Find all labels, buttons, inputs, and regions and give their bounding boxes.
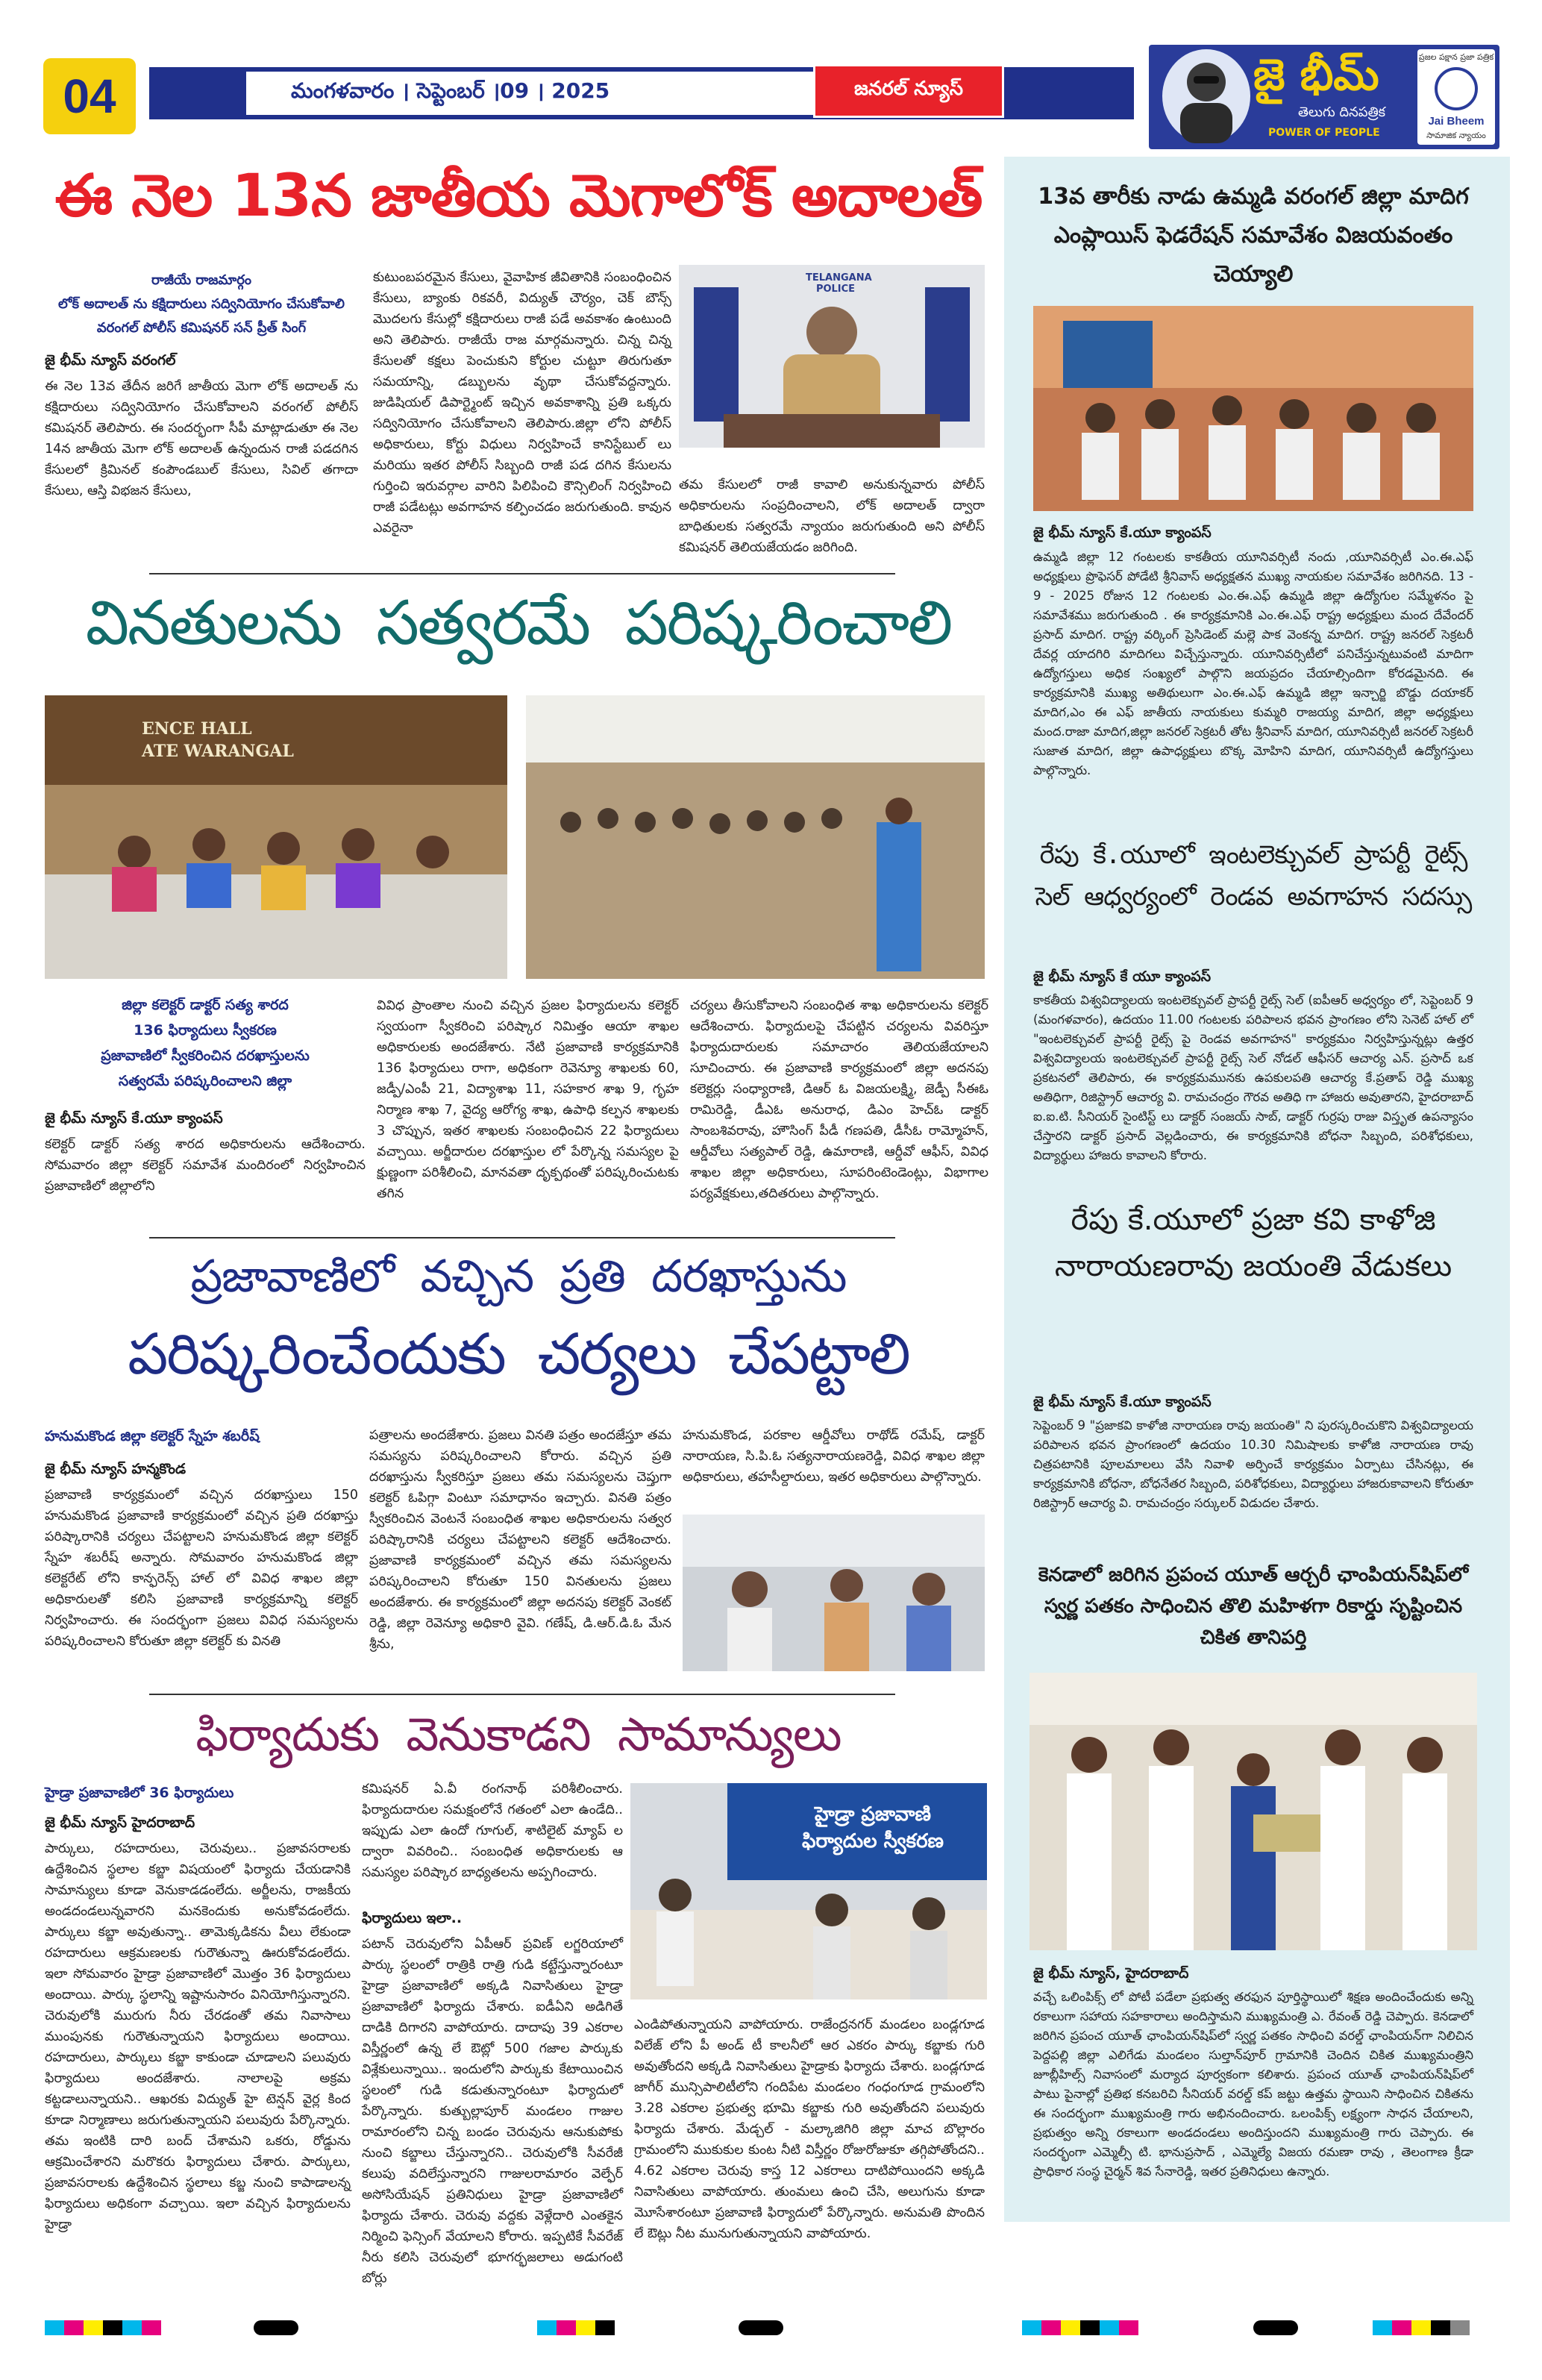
firyadu-col2b: పటాన్ చెరువులోని ఏపీఆర్ ప్రవిణ్ లగ్జరియాలో పార్కు స్థలంలో రాత్రికి రాత్రి గుడి కట్టేస్తున్నారంటూ హైడ్రా ప్రజావాణిలో అక్కడి నివాసితులు హైడ్రా ప్రజావాణిలో ఫిర్యాదు చేశారు. ఐడీఏని అడిగితే దాడికి దిగారని వాపోయారు. దాదాపు 39 ఎకరాల విస్తీర్ణంలో ఉన్న లే ఔట్లో 500 గజాల పార్కుకు విశ్లేకులున్నాయి.. ఇందులోని పార్కుకు కేటాయించిన స్థలంలో గుడి కడుతున్నారంటూ ఫిర్యాదులో పేర్కొన్నారు. కుత్బుల్లాపూర్ మండలం గాజుల రామారంలోని చిన్న బండం చెరువును ఆనుకుపోకు నుంచి కబ్జాలు చేస్తున్నారని.. చెరువులోకి సీవరేజీ కలుపు వదిలేస్తున్నారని గాజులరామారం వెల్ఫేర్ అసోసియేషన్ ప్రతినిధులు హైడ్రా ప్రజావాణిలో ఫిర్యాదు చేశారు. చెరువు వద్దకు వెళ్లేదారి ఎంతకైన నిర్మించి ఫెన్సింగ్ వేయాలని కోరారు. ఇప్పటికే సీవరేజ్ నీరు కలిసి చెరువులో భూగర్భజలాలు అడుగంటి బోర్లు: [362, 1937, 623, 2286]
divider: [149, 1237, 895, 1238]
firyadu-dateline: జై భీమ్ న్యూస్ హైదరాబాద్: [45, 1814, 195, 1831]
iprcell-dateline: జై భీమ్ న్యూస్ కే యూ క్యాంపస్: [1033, 968, 1212, 985]
archery-body: వచ్చే ఒలింపిక్స్ లో పోటీ పడేలా ప్రభుత్వ తరఫున పూర్తిస్థాయిలో శిక్షణ అందించేందుకు అన్ని రకాలుగా సహాయ సహకారాలు అందిస్తామని ముఖ్యమంత్రి ఎ. రేవంత్ రెడ్డి చెప్పారు. కెనడాలో జరిగిన ప్రపంచ యూత్ ఛాంపియన్‌షిప్‌లో స్వర్ణ పతకం సాధించి వరల్డ్ ఛాంపియన్‌గా నిలిచిన పెద్దపల్లి జిల్లా ఎలిగేడు మండలం సుల్తాన్‌పూర్ గ్రామానికి చెందిన చికిత ముఖ్యమంత్రిని జూబ్లీహిల్స్ నివాసంలో మర్యాద పూర్వకంగా కలిశారు. ప్రపంచ యూత్ ఛాంపియన్‌షిప్‌లో పాటు పైనాల్లో ప్రతిభ కనబరిచి సీనియర్ వరల్డ్ కప్ జట్టు ఉత్తమ స్థాయిని సాధించిన చికితను ఈ సందర్భంగా ముఖ్యమంత్రి గారు అభినందించారు. ఒలంపిక్స్ లక్ష్యంగా సాధన చేయాలని, ప్రభుత్వం అన్ని రకాలుగా అండదండలు అందిస్తుందని ముఖ్యమంత్రి గారు చెప్పారు. ఈ సందర్భంగా ఎమ్మెల్సీ టి. భానుప్రసాద్ , ఎమ్మెల్యే విజయ రమణా రావు , తెలంగాణ క్రీడా ప్రాధికార సంస్థ చైర్మన్ శివ సేనారెడ్డి, ఇతర ప్రతినిధులు ఉన్నారు.: [1033, 1990, 1473, 2179]
vinatulu-col1: కలెక్టర్ డాక్టర్ సత్య శారద అధికారులను ఆదేశించారు. సోమవారం జిల్లా కలెక్టర్ సమావేశ మందిరంలో నిర్వహించిన ప్రజావాణిలో జిల్లాలోని: [45, 1137, 366, 1194]
prajavani-headline-line2: పరిష్కరించేందుకు చర్యలు చేపట్టాలి: [128, 1321, 909, 1387]
hydraa-photo: [630, 1783, 987, 1999]
hall-sign-text: ENCE HALL ATE WARANGAL: [142, 719, 294, 761]
firyadu-headline: ఫిర్యాదుకు వెనుకాడని సామాన్యులు: [195, 1707, 841, 1761]
brand-name: Jai Bheem: [1428, 114, 1485, 128]
archery-headline: కెనడాలో జరిగిన ప్రపంచ యూత్ ఆర్చరీ ఛాంపియన్‌షిప్‌లో స్వర్ణ పతకం సాధించిన తొలి మహిళగా రికార్డు సృష్టించిన చికిత తానిపర్తి: [1038, 1564, 1469, 1649]
brand-box: [1417, 49, 1495, 145]
brand-bottom-text: సామాజిక న్యాయం: [1426, 130, 1486, 140]
hydraa-banner-text: హైడ్రా ప్రజావాణి ఫిర్యాదుల స్వీకరణ: [802, 1803, 944, 1853]
vinatulu-byline: జిల్లా కలెక్టర్ డాక్టర్ సత్య శారద 136 ఫిర్యాదులు స్వీకరణ ప్రజావాణిలో స్వీకరించిన దరఖాస్తులను సత్వరమే పరిష్కరించాలని జిల్లా: [101, 997, 310, 1089]
archery-dateline: జై భీమ్ న్యూస్, హైదరాబాద్: [1033, 1965, 1189, 1982]
lokadalat-headline: ఈ నెల 13న జాతీయ మెగాలోక్ అదాలత్: [54, 163, 982, 230]
iprcell-headline: రేపు కే.యూలో ఇంటలెక్చువల్ ప్రాపర్టీ రైట్స్ సెల్ ఆధ్వర్యంలో రెండవ అవగాహన సదస్సు: [1035, 840, 1472, 912]
prajavani-byline: హనుమకొండ జిల్లా కలెక్టర్ స్నేహ శబరీష్: [45, 1428, 260, 1444]
firyadu-byline: హైడ్రా ప్రజావాణిలో 36 ఫిర్యాదులు: [45, 1785, 234, 1801]
prajavani-col1: ప్రజావాణి కార్యక్రమంలో వచ్చిన దరఖాస్తులు 150 హనుమకొండ ప్రజావాణి కార్యక్రమంలో వచ్చిన ప్రతి దరఖాస్తు పరిష్కారానికి చర్యలు చేపట్టాలని హనుమకొండ జిల్లా కలెక్టర్ స్నేహ శబరీష్ అన్నారు. సోమవారం హనుమకొండ జిల్లా కలెక్టరేట్ లోని కాన్ఫరెన్స్ హాల్ లో వివిధ శాఖల జిల్లా అధికారులతో కలిసి ప్రజావాణి కార్యక్రమాన్ని కలెక్టర్ నిర్వహించారు. ఈ సందర్భంగా ప్రజలు వివిధ సమస్యలను పరిష్కరించాలని కోరుతూ జిల్లా కలెక్టర్ కు వినతి: [45, 1488, 358, 1649]
madiga-meeting-photo: [1033, 306, 1473, 511]
collector-meeting-photo-2: [526, 695, 985, 979]
page-number: 04: [43, 58, 136, 134]
paper-name: జై భీమ్: [1253, 49, 1379, 100]
iprcell-body: కాకతీయ విశ్వవిద్యాలయ ఇంటలెక్చువల్ ప్రాపర్టీ రైట్స్ సెల్ (ఐపీఆర్ అధ్వర్యం లో, సెప్టెంబర్ 9 (మంగళవారం), ఉదయం 11.00 గంటలకు పరిపాలన భవన ప్రాంగణం లోని సెనెట్ హాల్ లో "ఇంటలెక్చువల్ ప్రాపర్టీ రైట్స్ పై రెండవ అవగాహన" కార్యక్రమం నిర్వహిస్తున్నట్లు ఉత్తర విశ్వవిద్యాలయ ఇంటలెక్చువల్ ప్రాపర్టీ రైట్స్ సెల్ నోడల్ ఆఫీసర్ ఆచార్య ఎన్. ప్రసాద్ ఒక ప్రకటనలో తెలిపారు, ఈ కార్యక్రమమునకు ఉపకులపతి ఆచార్య కే.ప్రతాప్ రెడ్డి ముఖ్య అతిధిగా, రిజిస్ట్రార్ ఆచార్య వి. రామచంద్రం గౌరవ అతిధి గా హాజరు అవుతారని, హైదరాబాద్ ఐ.ఐ.టి. సీనియర్ సైంటిస్ట్ లు డాక్టర్ సంజయ్ సాబ్, డాక్టర్ గుర్రపు రాజు విస్తృత ఉపన్యాసం చేస్తారని డాక్టర్ ప్రసాద్ వెల్లడించారు, ఈ కార్యక్రమానికి బోధనా సిబ్బంది, పరిశోధకులు, విద్యార్థులు హాజరు కావాలని కోరారు.: [1033, 993, 1473, 1162]
issue-date: మంగళవారం । సెప్టెంబర్ ।09 । 2025: [246, 72, 813, 115]
section-label: జనరల్ న్యూస్: [813, 64, 1004, 118]
firyadu-col2: కమిషనర్ ఏ.వీ రంగనాథ్ పరిశీలించారు. ఫిర్యాదుదారుల సమక్షంలోనే గతంలో ఎలా ఉండేది.. ఇప్పుడు ఎలా ఉందో గూగుల్, శాటిలైట్ మ్యాప్ ల ద్వారా వివరించి.. సంబంధిత అధికారులకు ఆ సమస్యల పరిష్కార బాధ్యతలను అప్పగించారు.: [362, 1782, 623, 1880]
lokadalat-col2: కుటుంబపరమైన కేసులు, వైవాహిక జీవితానికి సంబంధించిన కేసులు, బ్యాంకు రికవరీ, విద్యుత్ చౌర్యం, చెక్ బౌన్స్ మొదలగు కేసుల్లో కక్షిదారులు రాజీ పడే అవకాశం ఉంటుంది అని తెలిపారు. రాజీయే రాజ మార్గమన్నారు. చిన్న చిన్న కేసులతో కక్షలు పెంచుకుని కోర్టుల చుట్టూ తిరుగుతూ సమయాన్ని, డబ్బులను వృథా చేసుకోవద్దన్నారు. జుడిషియల్ డిపార్ట్మెంట్ ఇచ్చిన అవకాశాన్ని ప్రతి ఒక్కరు సద్వినియోగం చేసుకోవాలని తెలిపారు.జిల్లా లోని పోలీస్ అధికారులు, కోర్టు విధులు నిర్వహించే కానిస్టేబుల్ లు మరియు ఇతర పోలీస్ సిబ్బంది రాజీ పడ దగిన కేసులను గుర్తించి ఇరువర్గాల వారిని పిలిపించి కౌన్సిలింగ్ నిర్వహించి రాజీ పడేటట్లు అవగాహన కల్పించడం జరుగుతుంది. కావున ఎవరైనా: [373, 270, 671, 536]
firyadu-col1: పార్కులు, రహదారులు, చెరువులు.. ప్రజావసరాలకు ఉద్దేశించిన స్థలాల కబ్జా విషయంలో ఫిర్యాదు చేయడానికి సామాన్యులు కూడా వెనుకాడడంలేదు. అర్జీలను, రాజకీయ అండదండలున్నవారని మనకెందుకు అనుకోవడంలేదు. పార్కులు కబ్జా అవుతున్నా.. తామెక్కడికను వీలు లేకుండా రహదారులు ఆక్రమణలకు గురౌతున్నా ఊరుకోవడంలేదు. ఇలా సోమవారం హైడ్రా ప్రజావాణిలో మొత్తం 36 ఫిర్యాదులు అందాయి. పార్కు స్థలాన్ని ఇష్టానుసారం వినియోగిస్తున్నారని. చెరువులోకి మురుగు నీరు చేరడంతో తమ నివాసాలు ముంపునకు గురౌతున్నాయని ఫిర్యాదులు అందాయి. రహదారులు, పార్కులు కబ్జా కాకుండా చూడాలని పలువురు ఫిర్యాదులు అందజేశారు. నాలాలపై అక్రమ కట్టడాలున్నాయని.. ఆఖరకు విద్యుత్ హై టెన్షన్ వైర్ల కింద కూడా నిర్మాణాలు జరుగుతున్నాయని పలువురు పేర్కొన్నారు. తమ ఇంటికి దారి బంద్ చేశామని ఒకరు, రోడ్డును ఆక్రమించేశారని మరొకరు ఫిర్యాదులు చేశారు. పార్కులు, ప్రజావసరాలకు ఉద్దేశించిన స్థలాలు కబ్జ నుంచి కాపాడాలన్న ఫిర్యాదులు అధికంగా వచ్చాయి. ఇలా వచ్చిన ఫిర్యాదులను హైడ్రా: [45, 1841, 351, 2232]
madiga-dateline: జై భీమ్ న్యూస్ కే.యూ క్యాంపస్: [1033, 524, 1212, 541]
prajavani-dateline: జై భీమ్ న్యూస్ హన్మకొండ: [45, 1461, 187, 1477]
kaloji-headline: రేపు కే.యూలో ప్రజా కవి కాళోజి నారాయణరావు జయంతి వేడుకలు: [1054, 1203, 1452, 1283]
archery-photo: [1029, 1673, 1477, 1950]
brand-logo-icon: [1435, 67, 1478, 110]
vinatulu-col3: చర్యలు తీసుకోవాలని సంబంధిత శాఖ అధికారులను కలెక్టర్ ఆదేశించారు. ఫిర్యాదులపై చేపట్టిన చర్యలను వివరిస్తూ ఫిర్యాదుదారులకు సమాచారం తెలియజేయాలని సూచించారు. ఈ ప్రజావాణి కార్యక్రమంలో జిల్లా అదనపు కలెక్టర్లు సంధ్యారాణి, డిఆర్ ఓ విజయలక్ష్మి, జెడ్పీ సీఈఓ రామిరెడ్డి, డీఎఓ అనురాధ, డిఎం హెచ్ఓ డాక్టర్ సాంబశివరావు, హౌసింగ్ పీడీ గణపతి, డీసీఓ రామ్మోహన్, ఆర్డీవోలు సత్యపాల్ రెడ్డి, ఉమారాణి, ఆర్డీవో ఆఫీస్, వివిధ శాఖల జిల్లా అధికారులు, సూపరింటెండెంట్లు, విభాగాల పర్యవేక్షకులు,తదితరులు పాల్గొన్నారు.: [690, 998, 988, 1201]
registration-mark: [739, 2320, 783, 2335]
color-bar-right: [1022, 2320, 1138, 2335]
color-bar-left: [45, 2320, 161, 2335]
divider: [149, 573, 895, 574]
prajavani-headline-line1: ప్రజావాణిలో వచ్చిన ప్రతి దరఖాస్తును: [190, 1250, 847, 1303]
registration-mark: [1253, 2320, 1298, 2335]
lokadalat-col1: ఈ నెల 13వ తేదీన జరిగే జాతీయ మెగా లోక్ అదాలత్ ను కక్షిదారులు సద్వినియోగం చేసుకోవాలని వరంగల్ పోలీస్ కమిషనర్ తెలిపారు. ఈ సందర్భంగా సీపీ మాట్లాడుతూ ఈ నెల 14న జాతీయ మెగా లోక్ అదాలత్ ఉన్నందున రాజీ పడదగిన కేసులలో క్రిమినల్ కంపౌండబుల్ కేసులు, సివిల్ తగాదా కేసులు, ఆస్తి విభజన కేసులు,: [45, 379, 358, 498]
lokadalat-dateline: జై భీమ్ న్యూస్ వరంగల్: [45, 352, 176, 369]
lokadalat-byline: రాజీయే రాజమార్గం లోక్ అదాలత్ ను కక్షిదారులు సద్వినియోగం చేసుకోవాలి వరంగల్ పోలీస్ కమిషనర్ సన్ ప్రీత్ సింగ్: [58, 272, 345, 336]
paper-tagline: POWER OF PEOPLE: [1268, 127, 1380, 139]
paper-subtitle: తెలుగు దినపత్రిక: [1298, 104, 1386, 120]
prajavani-col2: పత్రాలను అందజేశారు. ప్రజలు వినతి పత్రం అందజేస్తూ తమ సమస్యను పరిష్కరించాలని కోరారు. వచ్చిన ప్రతి దరఖాస్తును స్వీకరిస్తూ ప్రజలు తమ సమస్యలను చెప్తుగా కలెక్టర్ ఓపిగ్గా వింటూ సమాధానం ఇచ్చారు. వినతి పత్రం స్వీకరించిన వెంటనే సంబంధిత శాఖల అధికారులను సత్వర పరిష్కారానికి చర్యలు చేపట్టాలని కలెక్టర్ ఆదేశించారు. ప్రజావాణి కార్యక్రమంలో వచ్చిన తమ సమస్యలను పరిష్కరించాలని కోరుతూ 150 వినతులను ప్రజలు అందజేశారు. ఈ కార్యక్రమంలో జిల్లా అదనపు కలెక్టర్ వెంకట్ రెడ్డి, జిల్లా రెవెన్యూ అధికారి వైవి. గణేష్, డి.ఆర్.డి.ఓ మేన శ్రీను,: [369, 1428, 671, 1652]
brand-top-text: ప్రజల పక్షాన ప్రజా పత్రిక: [1418, 51, 1494, 62]
kaloji-dateline: జై భీమ్ న్యూస్ కే.యూ క్యాంపస్: [1033, 1394, 1212, 1410]
color-bar-far-right: [1373, 2320, 1470, 2335]
ambedkar-portrait-icon: [1162, 49, 1250, 143]
registration-mark: [254, 2320, 298, 2335]
vinatulu-headline: వినతులను సత్వరమే పరిష్కరించాలి: [85, 588, 952, 659]
color-bar-mid: [537, 2320, 615, 2335]
madiga-headline: 13వ తారీకు నాడు ఉమ్మడి వరంగల్ జిల్లా మాదిగ ఎంప్లాయిస్ ఫెడరేషన్ సమావేశం విజయవంతం చెయ్యాలి: [1038, 184, 1469, 287]
vinatulu-dateline: జై భీమ్ న్యూస్ కే.యూ క్యాంపస్: [45, 1110, 223, 1127]
police-badge-text: TELANGANA POLICE: [806, 272, 872, 295]
prajavani-col3: హనుమకొండ, పరకాల ఆర్డీవోలు రాథోడ్ రమేష్, డాక్టర్ నారాయణ, సి.పి.ఓ సత్యనారాయణరెడ్డి, వివిధ శాఖల జిల్లా అధికారులు, తహసీల్దారులు, ఇతర అధికారులు పాల్గొన్నారు.: [683, 1428, 985, 1485]
vinatulu-col2: వివిధ ప్రాంతాల నుంచి వచ్చిన ప్రజల ఫిర్యాదులను కలెక్టర్ స్వయంగా స్వీకరించి పరిష్కార నిమిత్తం ఆయా శాఖల అధికారులకు అందజేశారు. నేటి ప్రజావాణి కార్యక్రమానికి 136 ఫిర్యాదులు రాగా, అధికంగా రెవెన్యూ శాఖలకు 60, జడ్పీ/ఎంపీ 21, విద్యాశాఖ 11, సహకార శాఖ 9, గృహ నిర్మాణ శాఖ 7, వైద్య ఆరోగ్య శాఖ, ఉపాధి కల్పన శాఖలకు 3 చొప్పున, ఇతర శాఖలకు సంబంధించిన 22 ఫిర్యాదులు వచ్చాయి. అర్జీదారుల దరఖాస్తుల లో పేర్కొన్న సమస్యల పై క్షుణ్ణంగా పరిశీలించి, మానవతా దృక్పథంతో పరిష్కరించుటకు తగిన: [377, 998, 679, 1201]
prajavani-photo: [683, 1515, 985, 1671]
police-commissioner-photo: [679, 265, 985, 448]
divider: [149, 1694, 895, 1695]
lokadalat-col3: తమ కేసులలో రాజీ కావాలి అనుకున్నవారు పోలీస్ అధికారులను సంప్రదించాలని, లోక్ అదాలత్ ద్వారా బాధితులకు సత్వరమే న్యాయం జరుగుతుంది అని పోలీస్ కమిషనర్ తెలియజేయడం జరిగింది.: [679, 477, 985, 555]
collector-meeting-photo-1: [45, 695, 507, 979]
firyadu-subhead: ఫిర్యాదులు ఇలా..: [362, 1910, 463, 1926]
kaloji-body: సెప్టెంబర్ 9 "ప్రజాకవి కాళోజి నారాయణ రావు జయంతి" ని పురస్కరించుకొని విశ్వవిద్యాలయ పరిపాలన భవన ప్రాంగణంలో ఉదయం 10.30 నిమిషాలకు కాళోజి నారాయణ రావు చిత్రపటానికి పూలమాలలు వేసి నివాళి అర్పించే కార్యక్రమం ఏర్పాటు చేసినట్లు, ఈ కార్యక్రమానికి బోధనా, బోధనేతర సిబ్బంది, పరిశోధకులు, విద్యార్థులు హాజరుకావాలని కోరుతూ రిజిస్ట్రార్ ఆచార్య వి. రామచంద్రం సర్కులర్ విడుదల చేశారు.: [1033, 1418, 1473, 1510]
firyadu-col3: ఎండిపోతున్నాయని వాపోయారు. రాజేంద్రనగర్ మండలం బండ్లగూడ విలేజ్ లోని పీ అండ్ టీ కాలనీలో ఆర ఎకరం పార్కు కబ్జాకు గురి అవుతోందని అక్కడి నివాసితులు హైడ్రాకు ఫిర్యాదు చేశారు. బండ్లగూడ జాగీర్ మున్సిపాలిటీలోని గందిపేట మండలం గంధంగూడ గ్రామంలోని 3.28 ఎకరాల ప్రభుత్వ భూమి కబ్జాకు గురి అవుతోందని పలువురు ఫిర్యాదు చేశారు. మేడ్చల్ - మల్కాజిగిరి జిల్లా మాచ బొల్లారం గ్రామంలోని ముకుకుల కుంట నీటి విస్తీర్ణం రోజురోజుకూ తగ్గిపోతోందని.. 4.62 ఎకరాల చెరువు కాస్త 12 ఎకరాలు దాటిపోయిందని అక్కడి నివాసితులు వాపోయారు. తుంమలు ఉంచి చేసి, అలుగును కూడా మెూసేశారంటూ ప్రజావాణి ఫిర్యాదులో పేర్కొన్నారు. అనుమతి పొందిన లే ఔట్లు నీట మునుగుతున్నాయని వాపోయారు.: [634, 2017, 985, 2241]
madiga-body: ఉమ్మడి జిల్లా 12 గంటలకు కాకతీయ యూనివర్సిటీ నందు ,యూనివర్సిటీ ఎం.ఈ.ఎఫ్ అధ్యక్షులు ప్రొఫెసర్ పోడేటి శ్రీనివాస్ అధ్యక్షతన ముఖ్య నాయకుల సమావేశం జరిగినది. 13 - 9 - 2025 రోజున 12 గంటలకు ఎం.ఈ.ఎఫ్ ఉమ్మడి జిల్లా ఉద్యోగుల సమ్మేళనం పై సమావేశము జరుగుతుంది . ఈ కార్యక్రమానికి ఎం.ఈ.ఎఫ్ రాష్ట్ర అధ్యక్షులు మంద దేవేందర్ ప్రసాద్ మాదిగ. రాష్ట్ర వర్కింగ్ ప్రెసిడెంట్ మల్లె పాక వెంకన్న మాదిగ. రాష్ట్ర జనరల్ సెక్రటరీ దేవర్ల యాదగిరి మాదిగలు విచ్చేస్తున్నారు. యూనివర్సిటీలో పనిచేస్తున్నటువంటి మాదిగా ఉద్యోగస్తులు అధిక సంఖ్యలో పాల్గొని జయప్రదం చేయాల్సిందిగా కోరడమైనది. ఈ కార్యక్రమానికి ముఖ్య అతిథులుగా ఎం.ఈ.ఎఫ్ ఉమ్మడి జిల్లా ఇన్చార్జి బొడ్డు దయాకర్ మాదిగ,ఎం ఈ ఎఫ్ జాతీయ నాయకులు కుమ్మరి రాజయ్య మాదిగ, జిల్లా అధ్యక్షులు మంద.రాజా మాదిగ,జిల్లా జనరల్ సెక్రటరీ తోట శ్రీనివాస్ మాదిగ, యూనివర్సిటీ జనరల్ సెక్రటరీ సుజాత మాదిగ, జిల్లా ఉపాధ్యక్షులు బొక్క మోహిని మాదిగ, యూనివర్సిటీ ఉద్యోగస్తులు పాల్గొన్నారు.: [1033, 550, 1473, 777]
